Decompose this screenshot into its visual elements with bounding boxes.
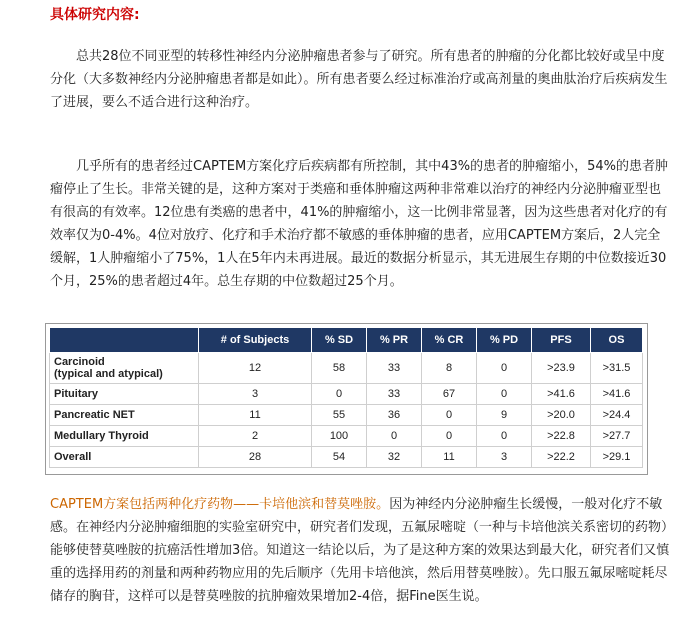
section-heading: 具体研究内容: (50, 7, 140, 23)
captem-body-text: 因为神经内分泌肿瘤生长缓慢，一般对化疗不敏感。在神经内分泌肿瘤细胞的实验室研究中，研究者们发现，五氟尿嘧啶（一种与卡培他滨关系密切的药物）能够使替莫唑胺的抗癌活性增加3倍。知道这一结论以后，为了是这种方案的效果达到最大化，研究者们又慎重的选择用药的剂量和两种药物应用的先后顺序（先用卡培他滨，然后用替莫唑胺）。先口服五氟尿嘧啶耗尽储存的胸苷，这样可以是替莫唑胺的抗肿瘤效果增加2-4倍，据Fine医生说。 (50, 497, 670, 604)
row-sublabel-text: (typical and atypical) (54, 368, 163, 380)
captem-highlight-text: CAPTEM方案包括两种化疗药物——卡培他滨和替莫唑胺。 (50, 497, 390, 512)
row-label: Pancreatic NET (50, 405, 199, 426)
table-cell: >23.9 (532, 353, 591, 384)
table-header-pd: % PD (477, 328, 532, 353)
table-cell: 0 (312, 384, 367, 405)
table-cell: >41.6 (532, 384, 591, 405)
results-table-frame (45, 323, 648, 475)
table-cell: 9 (477, 405, 532, 426)
row-label: Medullary Thyroid (50, 426, 199, 447)
table-cell: >20.0 (532, 405, 591, 426)
table-header-empty (50, 328, 199, 353)
table-header-subjects: # of Subjects (199, 328, 312, 353)
table-cell: 100 (312, 426, 367, 447)
row-label: Overall (50, 447, 199, 468)
table-cell: >24.4 (591, 405, 643, 426)
table-cell: 67 (422, 384, 477, 405)
table-cell: 32 (367, 447, 422, 468)
table-cell: 3 (199, 384, 312, 405)
table-cell: >22.8 (532, 426, 591, 447)
table-cell: 0 (367, 426, 422, 447)
results-table (49, 327, 643, 468)
table-header-pfs: PFS (532, 328, 591, 353)
table-cell: 2 (199, 426, 312, 447)
table-cell: 0 (477, 426, 532, 447)
table-row (50, 353, 643, 384)
table-cell: >29.1 (591, 447, 643, 468)
table-cell: 0 (477, 384, 532, 405)
table-header-pr: % PR (367, 328, 422, 353)
table-cell: 8 (422, 353, 477, 384)
table-cell: 0 (422, 426, 477, 447)
table-cell: 11 (422, 447, 477, 468)
table-cell: 54 (312, 447, 367, 468)
table-cell: 3 (477, 447, 532, 468)
table-header-sd: % SD (312, 328, 367, 353)
table-cell: >31.5 (591, 353, 643, 384)
paragraph-captem-regimen (50, 493, 672, 608)
table-cell: 58 (312, 353, 367, 384)
row-label: Pituitary (50, 384, 199, 405)
table-cell: 11 (199, 405, 312, 426)
row-label-text: Carcinoid (54, 356, 105, 368)
table-cell: >41.6 (591, 384, 643, 405)
table-cell: 33 (367, 353, 422, 384)
table-header-cr: % CR (422, 328, 477, 353)
paragraph-results: 几乎所有的患者经过CAPTEM方案化疗后疾病都有所控制，其中43%的患者的肿瘤缩小，54%的患者肿瘤停止了生长。非常关键的是，这种方案对于类癌和垂体肿瘤这两种非常难以治疗的神经内分泌肿瘤亚型也有很高的有效率。12位患有类癌的患者中，41%的肿瘤缩小，这一比例非常显著，因为这些患者对化疗的有效率仅为0-4%。4位对放疗、化疗和手术治疗都不敏感的垂体肿瘤的患者，应用CAPTEM方案后，2人完全缓解，1人肿瘤缩小了75%，1人在5年内未再进展。最近的数据分析显示，其无进展生存期的中位数接近30个月，25%的患者超过4年。总生存期的中位数超过25个月。 (50, 159, 668, 289)
table-header-os: OS (591, 328, 643, 353)
table-header-row (50, 328, 643, 353)
paragraph-study-population: 总共28位不同亚型的转移性神经内分泌肿瘤患者参与了研究。所有患者的肿瘤的分化都比较好或呈中度分化（大多数神经内分泌肿瘤患者都是如此）。所有患者要么经过标准治疗或高剂量的奥曲肽治疗后疾病发生了进展，要么不适合进行这种治疗。 (50, 49, 668, 110)
row-label (50, 353, 199, 384)
table-cell: >27.7 (591, 426, 643, 447)
table-cell: 33 (367, 384, 422, 405)
table-cell: >22.2 (532, 447, 591, 468)
table-row (50, 426, 643, 447)
table-cell: 28 (199, 447, 312, 468)
table-row (50, 384, 643, 405)
table-cell: 0 (477, 353, 532, 384)
table-cell: 36 (367, 405, 422, 426)
table-row (50, 447, 643, 468)
table-cell: 0 (422, 405, 477, 426)
table-row (50, 405, 643, 426)
table-cell: 55 (312, 405, 367, 426)
table-cell: 12 (199, 353, 312, 384)
